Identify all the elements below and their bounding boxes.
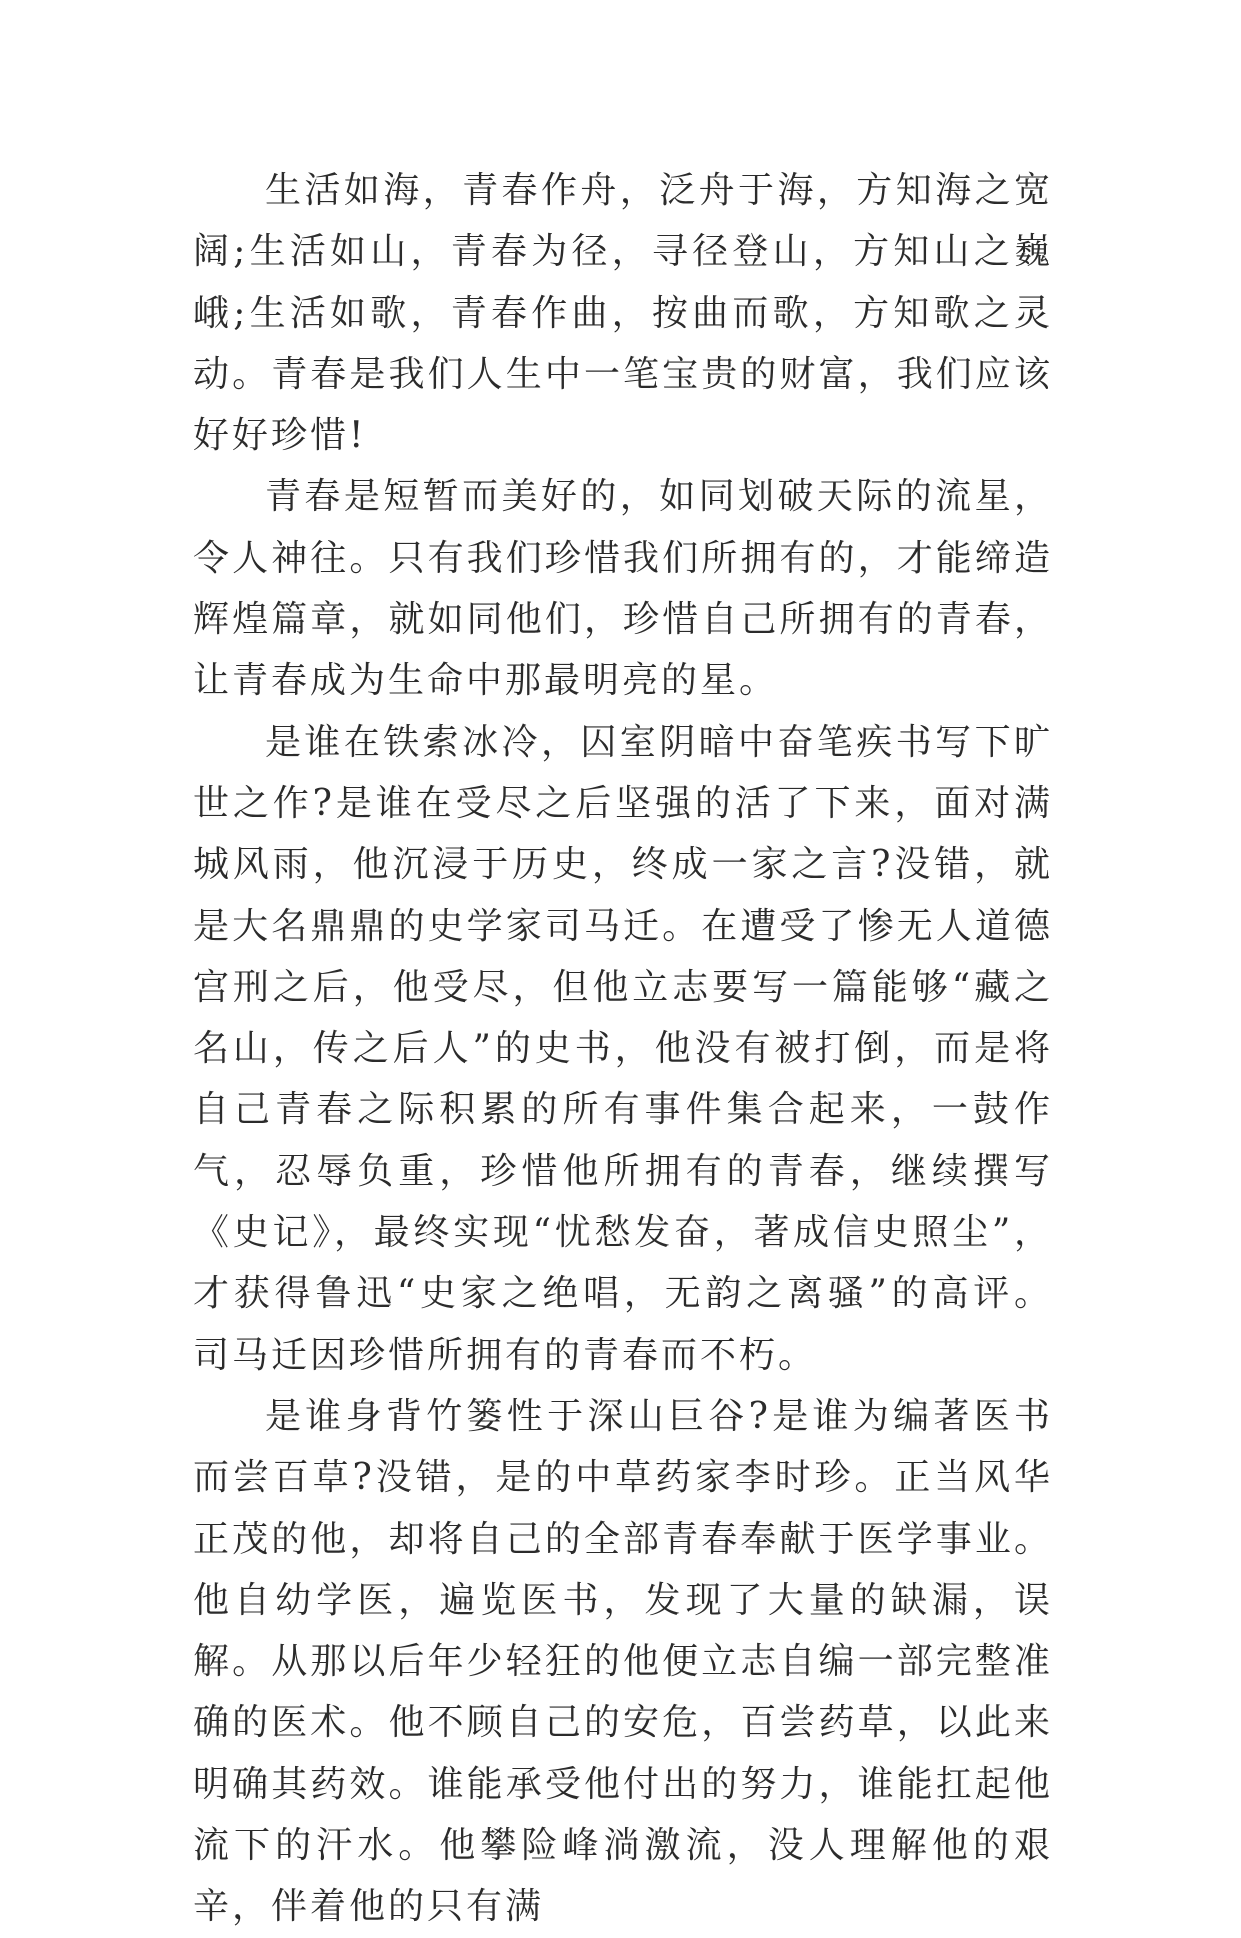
paragraph-cherish-youth: 青春是短暂而美好的，如同划破天际的流星，令人神往。只有我们珍惜我们所拥有的，才能缔造辉煌篇章，就如同他们，珍惜自己所拥有的青春，让青春成为生命中那最明亮的星。 [193, 476, 1053, 702]
paragraph-youth-metaphor: 生活如海，青春作舟，泛舟于海，方知海之宽阔;生活如山，青春为径，寻径登山，方知山之巍峨;生活如歌，青春作曲，按曲而歌，方知歌之灵动。青春是我们人生中一笔宝贵的财富，我们应该好好珍惜! [193, 170, 1053, 457]
paragraph-li-shizhen: 是谁身背竹篓性于深山巨谷?是谁为编著医书而尝百草?没错，是的中草药家李时珍。正当风华正茂的他，却将自己的全部青春奉献于医学事业。他自幼学医，遍览医书，发现了大量的缺漏，误解。从那以后年少轻狂的他便立志自编一部完整准确的医术。他不顾自己的安危，百尝药草，以此来明确其药效。谁能承受他付出的努力，谁能扛起他流下的汗水。他攀险峰淌激流，没人理解他的艰辛，伴着他的只有满 [193, 1395, 1053, 1928]
paragraph-sima-qian: 是谁在铁索冰冷，囚室阴暗中奋笔疾书写下旷世之作?是谁在受尽之后坚强的活了下来，面对满城风雨，他沉浸于历史，终成一家之言?没错，就是大名鼎鼎的史学家司马迁。在遭受了惨无人道德宫刑之后，他受尽，但他立志要写一篇能够“藏之名山，传之后人”的史书，他没有被打倒，而是将自己青春之际积累的所有事件集合起来，一鼓作气，忍辱负重，珍惜他所拥有的青春，继续撰写《史记》，最终实现“忧愁发奋，著成信史照尘”，才获得鲁迅“史家之绝唱，无韵之离骚”的高评。司马迁因珍惜所拥有的青春而不朽。 [193, 721, 1053, 1376]
essay-body [193, 160, 1053, 1938]
